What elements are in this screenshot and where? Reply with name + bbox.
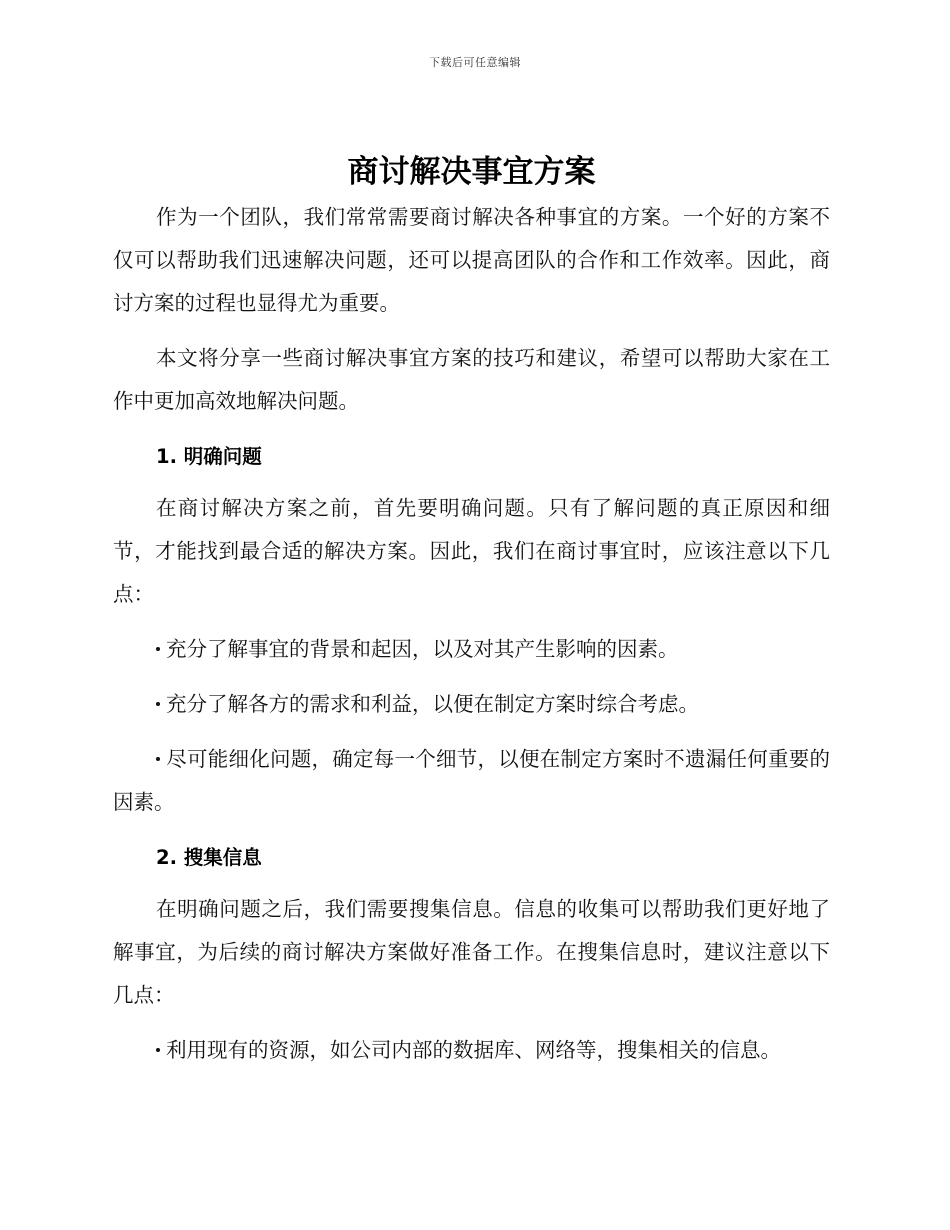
bullet-item (113, 683, 830, 726)
bullet-text: 充分了解各方的需求和利益，以便在制定方案时综合考虑。 (166, 692, 699, 716)
bullet-dot-icon (156, 702, 160, 706)
bullet-item (113, 1029, 830, 1072)
section-paragraph: 在明确问题之后，我们需要搜集信息。信息的收集可以帮助我们更好地了解事宜，为后续的商讨解决方案做好准备工作。在搜集信息时，建议注意以下几点： (113, 897, 830, 1007)
bullet-dot-icon (156, 647, 160, 651)
page-header-note: 下载后可任意编辑 (429, 56, 521, 69)
bullet-text: 尽可能细化问题，确定每一个细节，以便在制定方案时不遗漏任何重要的因素。 (113, 747, 830, 814)
document-title: 商讨解决事宜方案 (347, 154, 596, 190)
bullet-dot-icon (156, 757, 160, 761)
section-heading: 1. 明确问题 (156, 445, 262, 468)
intro-paragraph: 作为一个团队，我们常常需要商讨解决各种事宜的方案。一个好的方案不仅可以帮助我们迅速解决问题，还可以提高团队的合作和工作效率。因此，商讨方案的过程也显得尤为重要。 (113, 205, 830, 315)
section-heading: 2. 搜集信息 (156, 846, 262, 869)
bullet-item (113, 738, 830, 824)
intro-paragraph: 本文将分享一些商讨解决事宜方案的技巧和建议，希望可以帮助大家在工作中更加高效地解决问题。 (113, 346, 830, 413)
bullet-dot-icon (156, 1048, 160, 1052)
bullet-text: 利用现有的资源，如公司内部的数据库、网络等，搜集相关的信息。 (166, 1038, 781, 1062)
bullet-text: 充分了解事宜的背景和起因，以及对其产生影响的因素。 (166, 637, 679, 661)
bullet-item (113, 628, 830, 671)
section-paragraph: 在商讨解决方案之前，首先要明确问题。只有了解问题的真正原因和细节，才能找到最合适的解决方案。因此，我们在商讨事宜时，应该注意以下几点： (113, 496, 830, 606)
document-body (113, 150, 830, 1084)
